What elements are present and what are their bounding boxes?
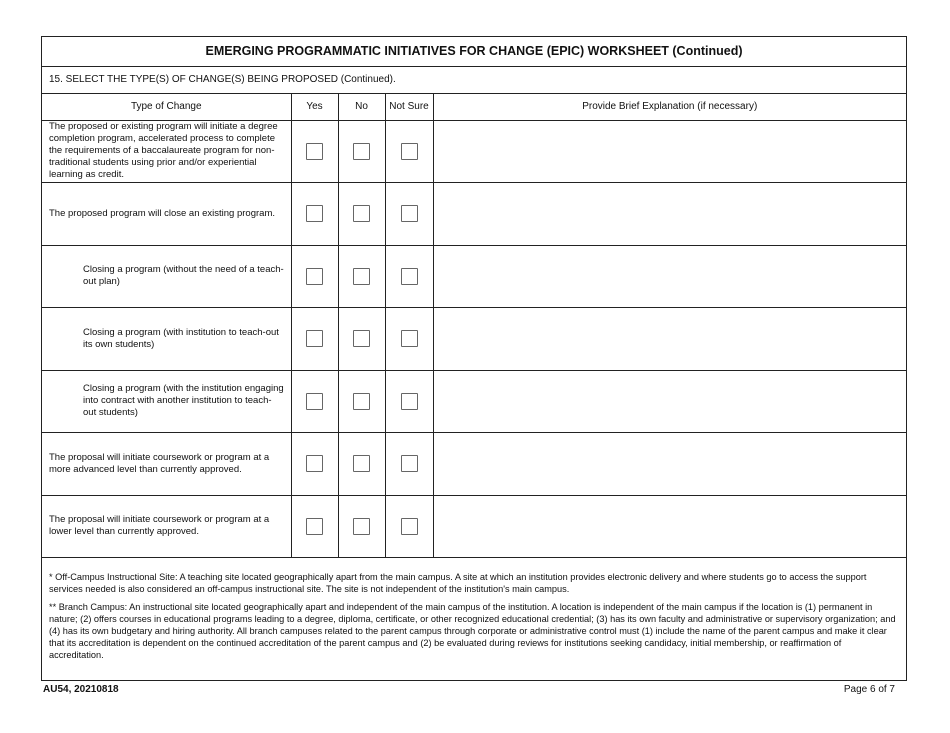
column-header-not-sure: Not Sure	[385, 94, 433, 120]
yes-checkbox[interactable]	[306, 393, 323, 410]
table-row	[42, 370, 906, 433]
not-sure-checkbox[interactable]	[401, 455, 418, 472]
row-type-text: Closing a program (without the need of a teach-out plan)	[42, 245, 291, 308]
row-type-text: The proposal will initiate coursework or program at a lower level than currently approved.	[42, 495, 291, 558]
yes-checkbox[interactable]	[306, 518, 323, 535]
explanation-field[interactable]	[433, 370, 906, 433]
row-type-text: The proposed or existing program will initiate a degree completion program, accelerated process to complete the requirements of a baccalaureate program for non-traditional students using prior and/or experiential learning as credit.	[42, 120, 291, 183]
page-title: EMERGING PROGRAMMATIC INITIATIVES FOR CHANGE (EPIC) WORKSHEET (Continued)	[42, 37, 906, 67]
table-row	[42, 308, 906, 371]
column-header-yes: Yes	[291, 94, 338, 120]
off-campus-note: * Off-Campus Instructional Site: A teaching site located geographically apart from the main campus. A site at which an institution provides electronic delivery and where students go to access the support services needed is also considered an off-campus instructional site. The site is not independent of the institution's main campus.	[49, 572, 867, 594]
no-checkbox[interactable]	[353, 393, 370, 410]
no-checkbox[interactable]	[353, 518, 370, 535]
yes-checkbox[interactable]	[306, 268, 323, 285]
not-sure-checkbox[interactable]	[401, 143, 418, 160]
explanation-field[interactable]	[433, 433, 906, 496]
branch-campus-note: ** Branch Campus: An instructional site located geographically apart and independent of the main campus of the institution. A location is independent of the main campus if the location is (1) permanent in nature; (2) offers courses in educational programs leading to a degree, diploma, certificate, or other recognized educational credential; (3) has its own faculty and administrative or supervisory organization; and (4) has its own budgetary and hiring authority. All branch campuses related to the parent campus through corporate or administrative control must (1) include the name of the parent campus and make it clear that its accreditation is dependent on the continued accreditation of the parent campus and (2) be evaluated during reviews for institutions seeking candidacy, initial membership, or reaffirmation of accreditation.	[49, 602, 896, 660]
no-checkbox[interactable]	[353, 143, 370, 160]
row-type-text: The proposal will initiate coursework or program at a more advanced level than currently approved.	[42, 433, 291, 496]
row-type-text: Closing a program (with the institution engaging into contract with another institution to teach-out students)	[42, 370, 291, 433]
section-heading: 15. SELECT THE TYPE(S) OF CHANGE(S) BEING PROPOSED (Continued).	[42, 66, 906, 94]
table-row	[42, 433, 906, 496]
yes-checkbox[interactable]	[306, 205, 323, 222]
form-id: AU54, 20210818	[43, 684, 119, 695]
no-checkbox[interactable]	[353, 268, 370, 285]
explanation-field[interactable]	[433, 245, 906, 308]
table-row	[42, 245, 906, 308]
explanation-field[interactable]	[433, 308, 906, 371]
table-row	[42, 495, 906, 558]
row-type-text: The proposed program will close an existing program.	[42, 183, 291, 246]
table-row	[42, 183, 906, 246]
change-type-table	[42, 94, 906, 558]
explanation-field[interactable]	[433, 120, 906, 183]
column-header-type: Type of Change	[42, 94, 291, 120]
not-sure-checkbox[interactable]	[401, 393, 418, 410]
page-number: Page 6 of 7	[843, 684, 895, 695]
table-row	[42, 120, 906, 183]
not-sure-checkbox[interactable]	[401, 330, 418, 347]
not-sure-checkbox[interactable]	[401, 268, 418, 285]
worksheet-frame	[41, 36, 907, 681]
explanation-field[interactable]	[433, 495, 906, 558]
yes-checkbox[interactable]	[306, 455, 323, 472]
not-sure-checkbox[interactable]	[401, 518, 418, 535]
not-sure-checkbox[interactable]	[401, 205, 418, 222]
yes-checkbox[interactable]	[306, 330, 323, 347]
no-checkbox[interactable]	[353, 330, 370, 347]
column-header-explanation: Provide Brief Explanation (if necessary)	[433, 94, 906, 120]
no-checkbox[interactable]	[353, 455, 370, 472]
row-type-text: Closing a program (with institution to teach-out its own students)	[42, 308, 291, 371]
footnotes	[49, 571, 897, 667]
column-header-no: No	[338, 94, 385, 120]
yes-checkbox[interactable]	[306, 143, 323, 160]
explanation-field[interactable]	[433, 183, 906, 246]
no-checkbox[interactable]	[353, 205, 370, 222]
table-header-row	[42, 94, 906, 120]
